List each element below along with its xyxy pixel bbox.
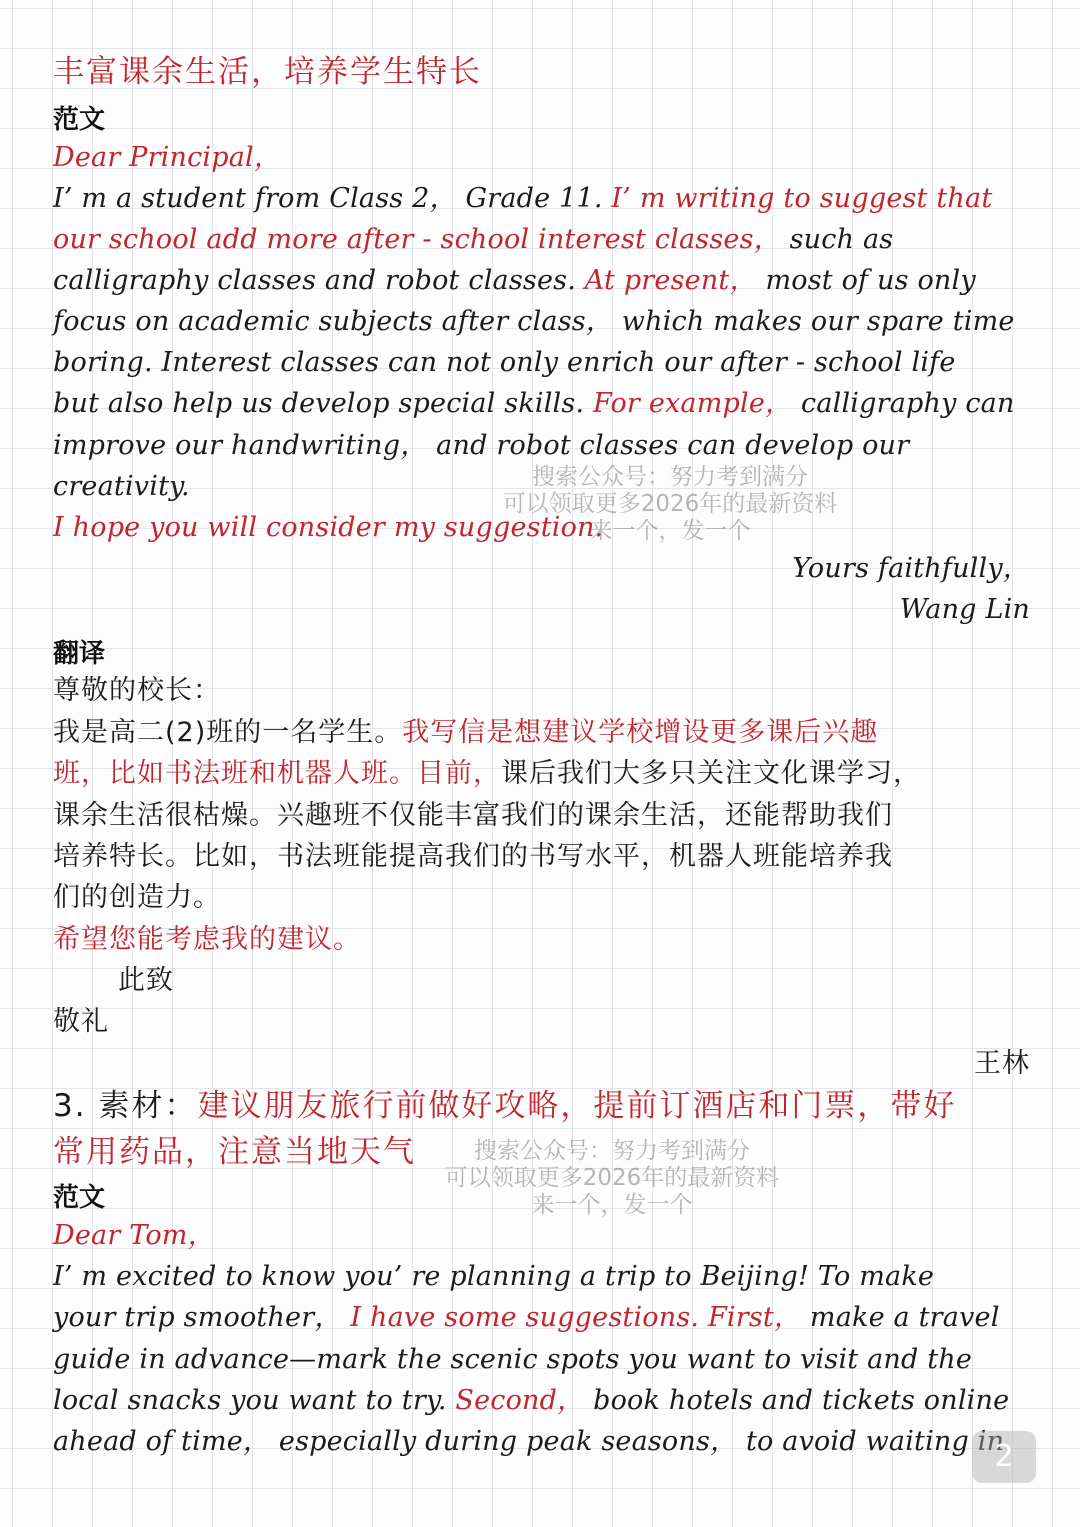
- section2-line-1: I’ m excited to know you’ re planning a trip to Beijing! To make: [53, 1261, 935, 1292]
- section2-line-3: guide in advance—mark the scenic spots you want to visit and the: [53, 1344, 973, 1375]
- section2-essay-heading: 范文: [53, 1183, 106, 1213]
- translation-text: 我是高二(2)班的一名学生。: [53, 717, 403, 748]
- watermark-line-2: 可以领取更多2026年的最新资料: [444, 1165, 780, 1191]
- translation-highlight: 班，比如书法班和机器人班。目前，: [53, 758, 501, 789]
- translation-line-5: 们的创造力。: [53, 882, 221, 913]
- letter-signoff: Yours faithfully，: [792, 553, 1030, 584]
- section2-topic-line-2: 常用药品，注意当地天气: [53, 1134, 416, 1170]
- essay-text: your trip smoother，: [53, 1302, 342, 1333]
- essay-line-6: [53, 384, 1030, 424]
- essay-highlight: Second，: [455, 1385, 585, 1416]
- essay-highlight: our school add more after - school interest classes，: [53, 224, 781, 255]
- letter-signature: Wang Lin: [899, 594, 1030, 625]
- section2-greeting: Dear Tom，: [53, 1220, 215, 1251]
- section2-topic: 建议朋友旅行前做好攻略，提前订酒店和门票，带好: [197, 1088, 957, 1124]
- essay-text: I’ m a student from Class 2， Grade 11.: [53, 183, 612, 214]
- essay-line-3: [53, 261, 1030, 301]
- translation-greeting: 尊敬的校长：: [53, 675, 221, 706]
- essay-text: most of us only: [756, 265, 976, 296]
- watermark-line-3: 来一个，发一个: [589, 518, 751, 544]
- watermark-line-1: 搜索公众号：努力考到满分: [474, 1138, 750, 1164]
- letter-closing: I hope you will consider my suggestion.: [53, 512, 604, 543]
- section2-topic-line-1: [53, 1086, 1030, 1126]
- watermark-line-1: 搜索公众号：努力考到满分: [532, 464, 808, 490]
- essay-line-7: improve our handwriting， and robot classes can develop our: [53, 430, 910, 461]
- essay-line-5: boring. Interest classes can not only enrich our after - school life: [53, 347, 956, 378]
- essay-highlight: At present，: [584, 265, 757, 296]
- translation-heading: 翻译: [53, 639, 106, 669]
- essay-line-1: [53, 179, 1030, 219]
- section2-line-2: [53, 1298, 1030, 1338]
- section2-line-4: [53, 1381, 1030, 1421]
- translation-line-3: 课余生活很枯燥。兴趣班不仅能丰富我们的课余生活，还能帮助我们: [53, 800, 893, 831]
- translation-highlight: 我写信是想建议学校增设更多课后兴趣: [402, 717, 879, 748]
- essay-line-2: [53, 220, 1030, 260]
- translation-closing: 希望您能考虑我的建议。: [53, 924, 361, 955]
- translation-text: 课后我们大多只关注文化课学习，: [501, 758, 921, 789]
- translation-line-2: [53, 754, 1030, 794]
- watermark-line-3: 来一个，发一个: [531, 1192, 693, 1218]
- translation-cizhi: 此致: [118, 965, 174, 996]
- page-number-badge: 2: [972, 1431, 1036, 1483]
- essay-text: local snacks you want to try.: [53, 1385, 456, 1416]
- essay-text: book hotels and tickets online: [584, 1385, 1010, 1416]
- watermark: [412, 1138, 812, 1219]
- translation-line-4: 培养特长。比如，书法班能提高我们的书写水平，机器人班能培养我: [53, 841, 893, 872]
- translation-jingli: 敬礼: [53, 1006, 109, 1037]
- essay-highlight: I’ m writing to suggest that: [611, 183, 993, 214]
- essay-text: calligraphy classes and robot classes.: [53, 265, 585, 296]
- essay-line-4: focus on academic subjects after class， which makes our spare time: [53, 306, 1015, 337]
- watermark-line-2: 可以领取更多2026年的最新资料: [502, 491, 838, 517]
- translation-signature: 王林: [974, 1048, 1030, 1079]
- section2-line-5: ahead of time， especially during peak seasons， to avoid waiting in: [53, 1426, 1005, 1457]
- essay-text: make a travel: [801, 1302, 1000, 1333]
- essay-text: such as: [780, 224, 894, 255]
- essay-heading: 范文: [53, 105, 106, 135]
- essay-text: calligraphy can: [792, 388, 1015, 419]
- letter-greeting: Dear Principal，: [53, 142, 282, 173]
- essay-text: but also help us develop special skills.: [53, 388, 594, 419]
- translation-line-1: [53, 713, 1030, 753]
- essay-highlight: For example，: [593, 388, 793, 419]
- watermark: [470, 464, 870, 545]
- essay-highlight: I have some suggestions. First，: [341, 1302, 802, 1333]
- essay-line-8: creativity.: [53, 471, 190, 502]
- section2-label: 3. 素材：: [53, 1088, 198, 1124]
- section-title: 丰富课余生活，培养学生特长: [53, 54, 482, 90]
